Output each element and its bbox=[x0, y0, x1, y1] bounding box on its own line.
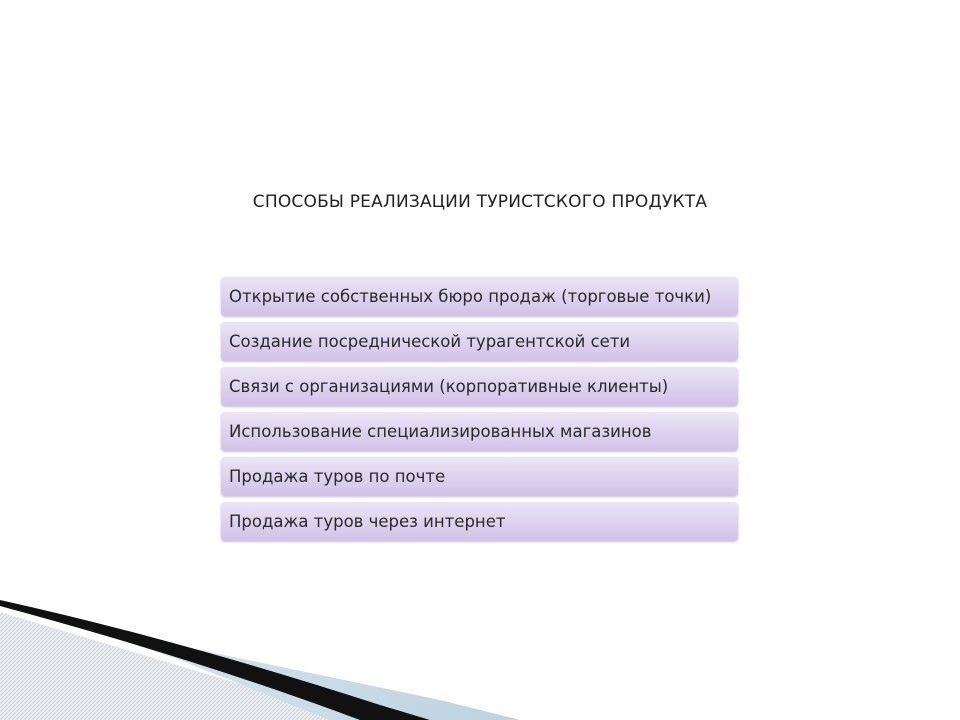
list-item: Использование специализированных магазинов bbox=[221, 412, 738, 451]
slide-title: СПОСОБЫ РЕАЛИЗАЦИИ ТУРИСТСКОГО ПРОДУКТА bbox=[252, 192, 708, 212]
list-item: Открытие собственных бюро продаж (торговые точки) bbox=[221, 277, 738, 316]
list-item: Продажа туров через интернет bbox=[221, 502, 738, 541]
list-item: Создание посреднической турагентской сети bbox=[221, 322, 738, 361]
dark-swoosh bbox=[0, 600, 430, 720]
list-item: Продажа туров по почте bbox=[221, 457, 738, 496]
blue-band bbox=[80, 625, 520, 720]
methods-list bbox=[221, 277, 738, 547]
hatched-band bbox=[0, 612, 330, 720]
list-item: Связи с организациями (корпоративные клиенты) bbox=[221, 367, 738, 406]
